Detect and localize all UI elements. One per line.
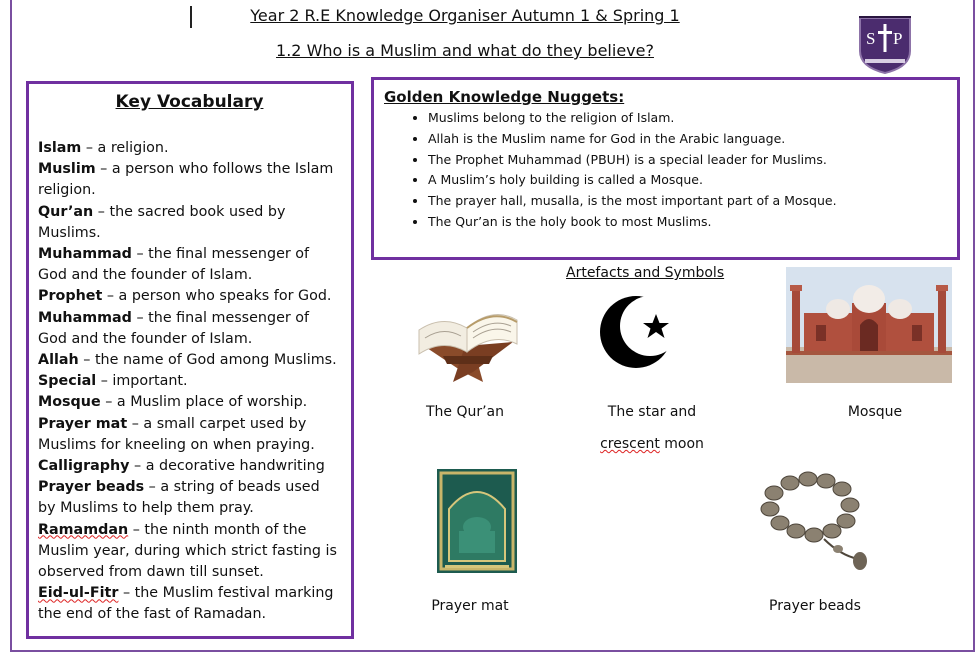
vocab-term: Muhammad (38, 309, 132, 326)
page-subtitle: 1.2 Who is a Muslim and what do they believe? (276, 41, 654, 60)
prayer-mat-image (435, 465, 520, 577)
key-vocabulary-panel (26, 81, 354, 639)
vocab-term: Qur’an (38, 203, 94, 220)
vocab-definition: – the final messenger of God and the founder of Islam. (38, 246, 310, 284)
moon-word: moon (659, 436, 704, 452)
vocab-definition: – a Muslim place of worship. (100, 394, 308, 411)
nuggets-list (384, 108, 947, 233)
mosque-image (786, 267, 952, 383)
vocab-definition: – the sacred book used by Muslims. (38, 203, 286, 241)
vocab-definition: – a religion. (81, 140, 169, 156)
nuggets-heading: Golden Knowledge Nuggets: (384, 88, 625, 106)
vocab-definition: – a small carpet used by Muslims for kneeling on when praying. (38, 415, 315, 453)
vocab-entry (38, 392, 341, 413)
vocab-term: Muhammad (38, 246, 132, 263)
prayer-mat-caption: Prayer mat (431, 598, 509, 614)
vocab-definition: – a string of beads used by Muslims to help them pray. (38, 479, 320, 517)
vocab-entry (38, 202, 341, 244)
page-title: Year 2 R.E Knowledge Organiser Autumn 1 & Spring 1 (250, 6, 680, 25)
prayer-beads-image (754, 463, 882, 575)
nugget-item: • The Prophet Muhammad (PBUH) is a special leader for Muslims. (428, 150, 947, 171)
mosque-caption: Mosque (847, 404, 903, 420)
vocab-entry (38, 583, 341, 625)
vocabulary-heading: Key Vocabulary (115, 92, 264, 112)
vocab-term: Muslim (38, 161, 96, 178)
star-and-crescent-icon (598, 292, 676, 372)
star-crescent-caption (590, 396, 714, 460)
vocab-term: Islam (38, 140, 82, 156)
vocab-term: Allah (38, 352, 79, 369)
vocab-entry (38, 520, 341, 584)
vocab-definition: – the final messenger of God and the founder of Islam. (38, 309, 310, 347)
nugget-item: • The Qur’an is the holy book to most Muslims. (428, 212, 947, 233)
vocab-term: Mosque (38, 394, 101, 411)
nugget-item: • A Muslim’s holy building is called a Mosque. (428, 170, 947, 191)
svg-text:S: S (866, 29, 876, 48)
vocab-entry (38, 371, 341, 392)
nugget-item: • The prayer hall, musalla, is the most important part of a Mosque. (428, 191, 947, 212)
svg-text:P: P (893, 29, 903, 48)
school-crest-logo (857, 15, 913, 75)
crescent-word: crescent (600, 436, 660, 452)
vocab-definition: – a decorative handwriting (129, 458, 325, 475)
vocab-definition: – a person who speaks for God. (102, 288, 332, 305)
vocab-entry (38, 286, 341, 307)
knowledge-nuggets-panel (371, 77, 960, 260)
nugget-item: • Allah is the Muslim name for God in the Arabic language. (428, 129, 947, 150)
quran-stand-image (413, 286, 523, 382)
vocab-entry (38, 244, 341, 286)
artefacts-heading: Artefacts and Symbols (566, 265, 725, 281)
vocab-entry (38, 350, 341, 371)
vocab-entry (38, 138, 341, 159)
vocab-definition: – a person who follows the Islam religion. (38, 161, 334, 199)
vocab-entry (38, 456, 341, 477)
vocab-entry (38, 414, 341, 456)
vocabulary-list (38, 138, 341, 626)
vocab-entry (38, 159, 341, 201)
vocab-definition: – the name of God among Muslims. (78, 352, 337, 369)
vocab-definition: – the ninth month of the Muslim year, during which strict fasting is observed from dawn till sunset. (38, 521, 337, 581)
vocab-entry (38, 308, 341, 350)
star-caption-line2 (590, 428, 714, 460)
prayer-beads-caption: Prayer beads (769, 598, 861, 614)
quran-caption: The Qur’an (425, 404, 505, 420)
vocab-term: Prayer beads (38, 479, 145, 496)
vocab-term: Special (38, 373, 97, 390)
nugget-item: • Muslims belong to the religion of Islam. (428, 108, 947, 129)
vocab-term: Eid-ul-Fitr (38, 585, 119, 602)
vocab-definition: – important. (96, 373, 188, 390)
vocab-definition: – the Muslim festival marking the end of the fast of Ramadan. (38, 585, 334, 623)
vocab-term: Prayer mat (38, 415, 128, 432)
star-caption-line1: The star and (607, 404, 697, 420)
vocab-term: Ramamdan (38, 521, 129, 538)
vocab-term: Calligraphy (38, 458, 130, 475)
vocab-entry (38, 477, 341, 519)
vocab-term: Prophet (38, 288, 103, 305)
